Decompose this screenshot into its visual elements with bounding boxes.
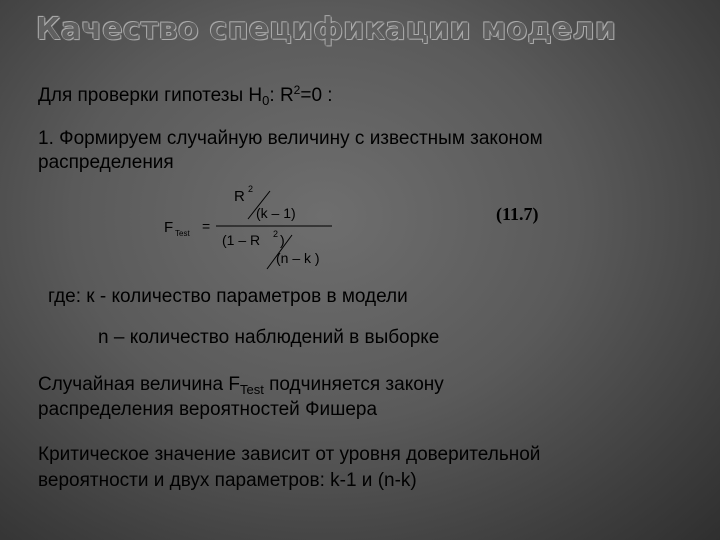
where-k-line: где: к - количество параметров в модели — [48, 286, 408, 307]
f-test-formula — [162, 183, 342, 273]
equation-number: (11.7) — [496, 204, 539, 224]
step1-line2: распределения — [38, 152, 174, 173]
distribution-line1 — [38, 373, 444, 397]
step1-line1: 1. Формируем случайную величину с известным законом — [38, 128, 543, 149]
formula-numerator-denominator: (k – 1) — [256, 205, 296, 221]
formula-denominator-open: (1 – R — [222, 232, 261, 248]
distribution-suffix: подчиняется закону — [263, 374, 444, 395]
formula-numerator-r-sup: 2 — [248, 184, 254, 194]
distribution-prefix: Случайная величина F — [38, 374, 240, 395]
formula-denominator-sup: 2 — [273, 229, 279, 239]
formula-denominator-denominator: (n – k ) — [276, 250, 320, 266]
formula-denominator-close: ) — [280, 232, 285, 248]
hypothesis-line — [38, 84, 333, 108]
formula-equals: = — [202, 218, 211, 234]
critical-line1: Критическое значение зависит от уровня доверительной — [38, 444, 541, 465]
formula-lhs: F — [164, 219, 174, 236]
distribution-subscript: Test — [240, 382, 264, 397]
hypothesis-prefix: Для проверки гипотезы Н — [38, 85, 263, 106]
hypothesis-suffix: =0 : — [300, 85, 333, 106]
slide-title: Качество спецификации модели — [36, 12, 617, 47]
distribution-line2: распределения вероятностей Фишера — [38, 399, 378, 420]
where-n-line: n – количество наблюдений в выборке — [98, 327, 440, 348]
formula-lhs-sub: Test — [175, 229, 190, 238]
hypothesis-subscript: 0 — [262, 93, 270, 108]
hypothesis-middle: : R — [269, 85, 294, 106]
hypothesis-superscript: 2 — [293, 83, 301, 97]
formula-numerator-r: R — [234, 188, 245, 205]
critical-line2: вероятности и двух параметров: k-1 и (n-k) — [38, 470, 417, 491]
